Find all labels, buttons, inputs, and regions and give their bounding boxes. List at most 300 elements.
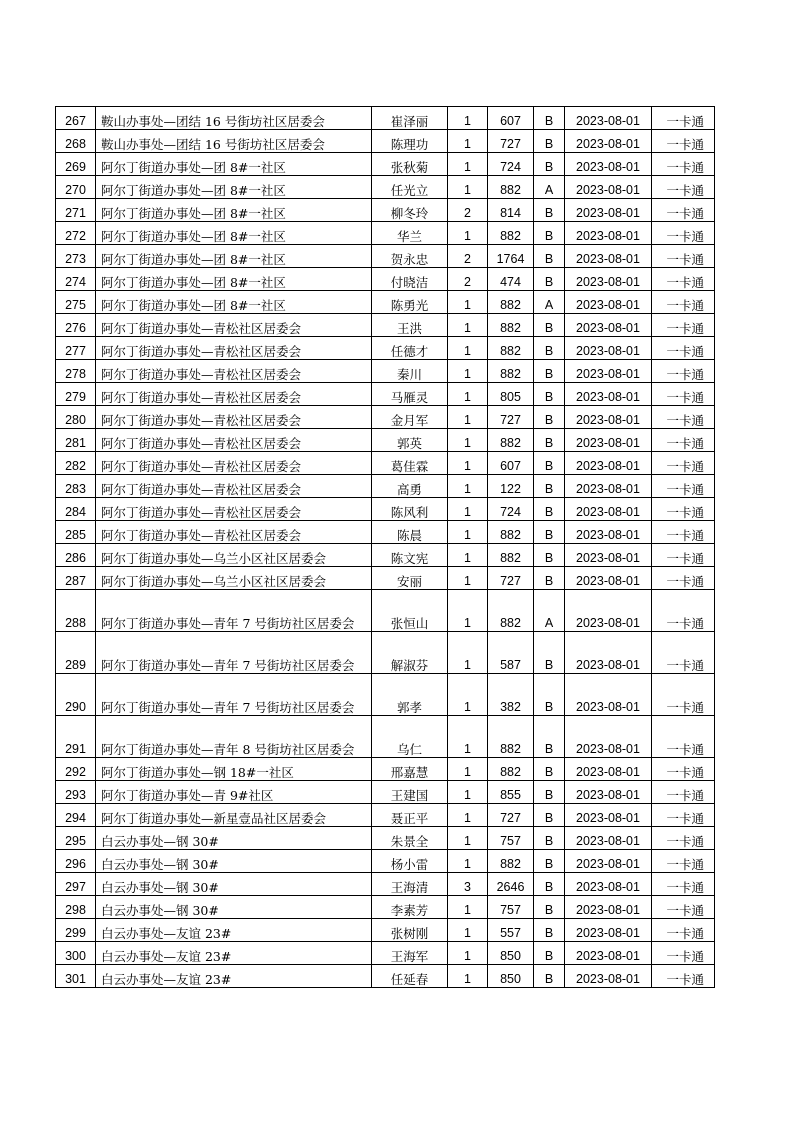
date-cell: 2023-08-01	[565, 199, 652, 222]
date-cell: 2023-08-01	[565, 896, 652, 919]
grade-cell: B	[534, 827, 565, 850]
count-cell: 1	[448, 896, 488, 919]
row-number: 299	[56, 919, 96, 942]
grade-cell: B	[534, 429, 565, 452]
table-row	[56, 337, 715, 360]
count-cell: 1	[448, 176, 488, 199]
row-number: 285	[56, 521, 96, 544]
grade-cell: B	[534, 268, 565, 291]
date-cell: 2023-08-01	[565, 498, 652, 521]
grade-cell: B	[534, 942, 565, 965]
unit-cell: 白云办事处—友谊 23#	[96, 942, 372, 965]
payment-method-cell: 一卡通	[652, 199, 715, 222]
grade-cell: B	[534, 781, 565, 804]
date-cell: 2023-08-01	[565, 873, 652, 896]
unit-cell: 白云办事处—钢 30#	[96, 827, 372, 850]
count-cell: 1	[448, 781, 488, 804]
date-cell: 2023-08-01	[565, 827, 652, 850]
date-cell: 2023-08-01	[565, 176, 652, 199]
table-row	[56, 850, 715, 873]
payment-method-cell: 一卡通	[652, 781, 715, 804]
date-cell: 2023-08-01	[565, 475, 652, 498]
row-number: 296	[56, 850, 96, 873]
table-row	[56, 314, 715, 337]
amount-cell: 727	[488, 804, 534, 827]
date-cell: 2023-08-01	[565, 674, 652, 716]
count-cell: 1	[448, 521, 488, 544]
table-row	[56, 873, 715, 896]
name-cell: 付晓洁	[372, 268, 448, 291]
amount-cell: 882	[488, 429, 534, 452]
payment-method-cell: 一卡通	[652, 873, 715, 896]
payment-method-cell: 一卡通	[652, 498, 715, 521]
unit-cell: 阿尔丁街道办事处—青松社区居委会	[96, 314, 372, 337]
count-cell: 1	[448, 360, 488, 383]
grade-cell: B	[534, 475, 565, 498]
name-cell: 张树刚	[372, 919, 448, 942]
payment-method-cell: 一卡通	[652, 360, 715, 383]
row-number: 282	[56, 452, 96, 475]
date-cell: 2023-08-01	[565, 452, 652, 475]
unit-cell: 阿尔丁街道办事处—团 8#一社区	[96, 268, 372, 291]
grade-cell: B	[534, 107, 565, 130]
amount-cell: 757	[488, 896, 534, 919]
table-row	[56, 781, 715, 804]
name-cell: 王建国	[372, 781, 448, 804]
unit-cell: 阿尔丁街道办事处—青松社区居委会	[96, 429, 372, 452]
amount-cell: 2646	[488, 873, 534, 896]
unit-cell: 鞍山办事处—团结 16 号街坊社区居委会	[96, 107, 372, 130]
name-cell: 高勇	[372, 475, 448, 498]
count-cell: 1	[448, 498, 488, 521]
count-cell: 1	[448, 383, 488, 406]
date-cell: 2023-08-01	[565, 781, 652, 804]
count-cell: 1	[448, 291, 488, 314]
row-number: 286	[56, 544, 96, 567]
count-cell: 1	[448, 452, 488, 475]
row-number: 281	[56, 429, 96, 452]
name-cell: 马雁灵	[372, 383, 448, 406]
row-number: 269	[56, 153, 96, 176]
payment-method-cell: 一卡通	[652, 804, 715, 827]
count-cell: 1	[448, 567, 488, 590]
table-row	[56, 153, 715, 176]
date-cell: 2023-08-01	[565, 965, 652, 988]
row-number: 277	[56, 337, 96, 360]
unit-cell: 白云办事处—钢 30#	[96, 850, 372, 873]
unit-cell: 白云办事处—友谊 23#	[96, 965, 372, 988]
count-cell: 1	[448, 827, 488, 850]
count-cell: 1	[448, 850, 488, 873]
name-cell: 陈勇光	[372, 291, 448, 314]
grade-cell: B	[534, 406, 565, 429]
amount-cell: 882	[488, 758, 534, 781]
unit-cell: 阿尔丁街道办事处—青年 7 号街坊社区居委会	[96, 590, 372, 632]
table-row	[56, 429, 715, 452]
grade-cell: B	[534, 360, 565, 383]
grade-cell: B	[534, 965, 565, 988]
grade-cell: B	[534, 758, 565, 781]
count-cell: 1	[448, 965, 488, 988]
grade-cell: B	[534, 850, 565, 873]
payment-method-cell: 一卡通	[652, 406, 715, 429]
unit-cell: 阿尔丁街道办事处—青松社区居委会	[96, 521, 372, 544]
amount-cell: 607	[488, 452, 534, 475]
grade-cell: B	[534, 896, 565, 919]
amount-cell: 805	[488, 383, 534, 406]
payment-method-cell: 一卡通	[652, 758, 715, 781]
count-cell: 1	[448, 919, 488, 942]
table-row	[56, 406, 715, 429]
name-cell: 李素芳	[372, 896, 448, 919]
grade-cell: B	[534, 314, 565, 337]
amount-cell: 882	[488, 521, 534, 544]
date-cell: 2023-08-01	[565, 521, 652, 544]
date-cell: 2023-08-01	[565, 107, 652, 130]
unit-cell: 阿尔丁街道办事处—团 8#一社区	[96, 222, 372, 245]
date-cell: 2023-08-01	[565, 406, 652, 429]
count-cell: 1	[448, 429, 488, 452]
date-cell: 2023-08-01	[565, 544, 652, 567]
payment-method-cell: 一卡通	[652, 429, 715, 452]
table-row	[56, 291, 715, 314]
row-number: 276	[56, 314, 96, 337]
table-row	[56, 544, 715, 567]
row-number: 301	[56, 965, 96, 988]
grade-cell: B	[534, 873, 565, 896]
name-cell: 张恒山	[372, 590, 448, 632]
name-cell: 陈理功	[372, 130, 448, 153]
table-row	[56, 942, 715, 965]
name-cell: 王海军	[372, 942, 448, 965]
amount-cell: 757	[488, 827, 534, 850]
amount-cell: 724	[488, 153, 534, 176]
table-row	[56, 107, 715, 130]
subsidy-table	[55, 106, 715, 988]
table-row	[56, 521, 715, 544]
amount-cell: 882	[488, 291, 534, 314]
payment-method-cell: 一卡通	[652, 337, 715, 360]
grade-cell: A	[534, 176, 565, 199]
count-cell: 1	[448, 674, 488, 716]
date-cell: 2023-08-01	[565, 337, 652, 360]
payment-method-cell: 一卡通	[652, 965, 715, 988]
payment-method-cell: 一卡通	[652, 475, 715, 498]
name-cell: 秦川	[372, 360, 448, 383]
amount-cell: 882	[488, 337, 534, 360]
grade-cell: A	[534, 291, 565, 314]
unit-cell: 阿尔丁街道办事处—团 8#一社区	[96, 176, 372, 199]
count-cell: 1	[448, 942, 488, 965]
grade-cell: B	[534, 245, 565, 268]
count-cell: 1	[448, 632, 488, 674]
payment-method-cell: 一卡通	[652, 850, 715, 873]
date-cell: 2023-08-01	[565, 716, 652, 758]
name-cell: 任光立	[372, 176, 448, 199]
table-row	[56, 245, 715, 268]
table-row	[56, 965, 715, 988]
payment-method-cell: 一卡通	[652, 590, 715, 632]
name-cell: 安丽	[372, 567, 448, 590]
row-number: 267	[56, 107, 96, 130]
row-number: 295	[56, 827, 96, 850]
count-cell: 1	[448, 153, 488, 176]
unit-cell: 白云办事处—友谊 23#	[96, 919, 372, 942]
name-cell: 贺永忠	[372, 245, 448, 268]
grade-cell: B	[534, 804, 565, 827]
row-number: 290	[56, 674, 96, 716]
row-number: 292	[56, 758, 96, 781]
name-cell: 葛佳霖	[372, 452, 448, 475]
payment-method-cell: 一卡通	[652, 632, 715, 674]
payment-method-cell: 一卡通	[652, 544, 715, 567]
unit-cell: 阿尔丁街道办事处—团 8#一社区	[96, 245, 372, 268]
table-row	[56, 758, 715, 781]
grade-cell: B	[534, 521, 565, 544]
payment-method-cell: 一卡通	[652, 130, 715, 153]
name-cell: 邢嘉慧	[372, 758, 448, 781]
name-cell: 陈风利	[372, 498, 448, 521]
date-cell: 2023-08-01	[565, 567, 652, 590]
name-cell: 柳冬玲	[372, 199, 448, 222]
amount-cell: 882	[488, 222, 534, 245]
payment-method-cell: 一卡通	[652, 222, 715, 245]
unit-cell: 阿尔丁街道办事处—青年 8 号街坊社区居委会	[96, 716, 372, 758]
row-number: 284	[56, 498, 96, 521]
amount-cell: 587	[488, 632, 534, 674]
amount-cell: 882	[488, 544, 534, 567]
date-cell: 2023-08-01	[565, 222, 652, 245]
table-row	[56, 452, 715, 475]
row-number: 271	[56, 199, 96, 222]
name-cell: 郭孝	[372, 674, 448, 716]
amount-cell: 122	[488, 475, 534, 498]
table-row	[56, 567, 715, 590]
date-cell: 2023-08-01	[565, 942, 652, 965]
count-cell: 1	[448, 590, 488, 632]
unit-cell: 阿尔丁街道办事处—青松社区居委会	[96, 337, 372, 360]
table-row	[56, 716, 715, 758]
grade-cell: B	[534, 130, 565, 153]
payment-method-cell: 一卡通	[652, 896, 715, 919]
unit-cell: 阿尔丁街道办事处—乌兰小区社区居委会	[96, 567, 372, 590]
unit-cell: 阿尔丁街道办事处—新星壹品社区居委会	[96, 804, 372, 827]
row-number: 275	[56, 291, 96, 314]
row-number: 280	[56, 406, 96, 429]
date-cell: 2023-08-01	[565, 383, 652, 406]
grade-cell: B	[534, 199, 565, 222]
row-number: 279	[56, 383, 96, 406]
date-cell: 2023-08-01	[565, 291, 652, 314]
table-row	[56, 360, 715, 383]
unit-cell: 白云办事处—钢 30#	[96, 873, 372, 896]
name-cell: 华兰	[372, 222, 448, 245]
payment-method-cell: 一卡通	[652, 674, 715, 716]
unit-cell: 阿尔丁街道办事处—团 8#一社区	[96, 291, 372, 314]
row-number: 274	[56, 268, 96, 291]
date-cell: 2023-08-01	[565, 360, 652, 383]
unit-cell: 阿尔丁街道办事处—乌兰小区社区居委会	[96, 544, 372, 567]
payment-method-cell: 一卡通	[652, 314, 715, 337]
grade-cell: B	[534, 567, 565, 590]
payment-method-cell: 一卡通	[652, 107, 715, 130]
name-cell: 聂正平	[372, 804, 448, 827]
payment-method-cell: 一卡通	[652, 291, 715, 314]
date-cell: 2023-08-01	[565, 314, 652, 337]
date-cell: 2023-08-01	[565, 130, 652, 153]
count-cell: 2	[448, 268, 488, 291]
row-number: 273	[56, 245, 96, 268]
unit-cell: 阿尔丁街道办事处—团 8#一社区	[96, 153, 372, 176]
amount-cell: 474	[488, 268, 534, 291]
amount-cell: 1764	[488, 245, 534, 268]
table-row	[56, 498, 715, 521]
unit-cell: 鞍山办事处—团结 16 号街坊社区居委会	[96, 130, 372, 153]
grade-cell: B	[534, 498, 565, 521]
amount-cell: 882	[488, 360, 534, 383]
name-cell: 郭英	[372, 429, 448, 452]
unit-cell: 阿尔丁街道办事处—青松社区居委会	[96, 452, 372, 475]
row-number: 278	[56, 360, 96, 383]
date-cell: 2023-08-01	[565, 632, 652, 674]
grade-cell: B	[534, 337, 565, 360]
table-row	[56, 827, 715, 850]
date-cell: 2023-08-01	[565, 758, 652, 781]
unit-cell: 阿尔丁街道办事处—钢 18#一社区	[96, 758, 372, 781]
amount-cell: 850	[488, 965, 534, 988]
row-number: 270	[56, 176, 96, 199]
unit-cell: 白云办事处—钢 30#	[96, 896, 372, 919]
count-cell: 1	[448, 314, 488, 337]
count-cell: 1	[448, 475, 488, 498]
table-row	[56, 176, 715, 199]
row-number: 294	[56, 804, 96, 827]
amount-cell: 724	[488, 498, 534, 521]
amount-cell: 855	[488, 781, 534, 804]
table-body	[56, 107, 715, 988]
name-cell: 任德才	[372, 337, 448, 360]
amount-cell: 882	[488, 314, 534, 337]
payment-method-cell: 一卡通	[652, 383, 715, 406]
payment-method-cell: 一卡通	[652, 245, 715, 268]
count-cell: 1	[448, 130, 488, 153]
count-cell: 1	[448, 804, 488, 827]
grade-cell: B	[534, 674, 565, 716]
table-row	[56, 199, 715, 222]
date-cell: 2023-08-01	[565, 429, 652, 452]
count-cell: 1	[448, 107, 488, 130]
payment-method-cell: 一卡通	[652, 521, 715, 544]
payment-method-cell: 一卡通	[652, 827, 715, 850]
payment-method-cell: 一卡通	[652, 452, 715, 475]
name-cell: 乌仁	[372, 716, 448, 758]
date-cell: 2023-08-01	[565, 268, 652, 291]
row-number: 268	[56, 130, 96, 153]
name-cell: 崔泽丽	[372, 107, 448, 130]
unit-cell: 阿尔丁街道办事处—青松社区居委会	[96, 360, 372, 383]
grade-cell: B	[534, 716, 565, 758]
row-number: 293	[56, 781, 96, 804]
payment-method-cell: 一卡通	[652, 567, 715, 590]
amount-cell: 882	[488, 176, 534, 199]
date-cell: 2023-08-01	[565, 590, 652, 632]
count-cell: 1	[448, 544, 488, 567]
grade-cell: B	[534, 222, 565, 245]
amount-cell: 607	[488, 107, 534, 130]
unit-cell: 阿尔丁街道办事处—青 9#社区	[96, 781, 372, 804]
count-cell: 1	[448, 716, 488, 758]
count-cell: 1	[448, 406, 488, 429]
row-number: 298	[56, 896, 96, 919]
row-number: 283	[56, 475, 96, 498]
amount-cell: 882	[488, 716, 534, 758]
row-number: 289	[56, 632, 96, 674]
date-cell: 2023-08-01	[565, 850, 652, 873]
table-row	[56, 674, 715, 716]
name-cell: 任延春	[372, 965, 448, 988]
unit-cell: 阿尔丁街道办事处—青松社区居委会	[96, 406, 372, 429]
payment-method-cell: 一卡通	[652, 716, 715, 758]
amount-cell: 557	[488, 919, 534, 942]
name-cell: 王洪	[372, 314, 448, 337]
amount-cell: 727	[488, 406, 534, 429]
amount-cell: 727	[488, 130, 534, 153]
amount-cell: 882	[488, 850, 534, 873]
row-number: 300	[56, 942, 96, 965]
table-row	[56, 130, 715, 153]
date-cell: 2023-08-01	[565, 804, 652, 827]
amount-cell: 727	[488, 567, 534, 590]
unit-cell: 阿尔丁街道办事处—青年 7 号街坊社区居委会	[96, 632, 372, 674]
count-cell: 3	[448, 873, 488, 896]
name-cell: 杨小雷	[372, 850, 448, 873]
row-number: 291	[56, 716, 96, 758]
amount-cell: 814	[488, 199, 534, 222]
grade-cell: B	[534, 919, 565, 942]
grade-cell: A	[534, 590, 565, 632]
grade-cell: B	[534, 383, 565, 406]
table-row	[56, 268, 715, 291]
payment-method-cell: 一卡通	[652, 176, 715, 199]
unit-cell: 阿尔丁街道办事处—青松社区居委会	[96, 383, 372, 406]
date-cell: 2023-08-01	[565, 245, 652, 268]
grade-cell: B	[534, 544, 565, 567]
payment-method-cell: 一卡通	[652, 942, 715, 965]
date-cell: 2023-08-01	[565, 919, 652, 942]
row-number: 297	[56, 873, 96, 896]
date-cell: 2023-08-01	[565, 153, 652, 176]
name-cell: 金月军	[372, 406, 448, 429]
unit-cell: 阿尔丁街道办事处—青年 7 号街坊社区居委会	[96, 674, 372, 716]
count-cell: 2	[448, 245, 488, 268]
table-row	[56, 590, 715, 632]
name-cell: 解淑芬	[372, 632, 448, 674]
table-row	[56, 475, 715, 498]
name-cell: 陈晨	[372, 521, 448, 544]
count-cell: 1	[448, 337, 488, 360]
name-cell: 张秋菊	[372, 153, 448, 176]
table-row	[56, 919, 715, 942]
table-row	[56, 383, 715, 406]
payment-method-cell: 一卡通	[652, 153, 715, 176]
name-cell: 王海清	[372, 873, 448, 896]
grade-cell: B	[534, 632, 565, 674]
amount-cell: 850	[488, 942, 534, 965]
table-row	[56, 632, 715, 674]
unit-cell: 阿尔丁街道办事处—青松社区居委会	[96, 498, 372, 521]
grade-cell: B	[534, 452, 565, 475]
row-number: 287	[56, 567, 96, 590]
